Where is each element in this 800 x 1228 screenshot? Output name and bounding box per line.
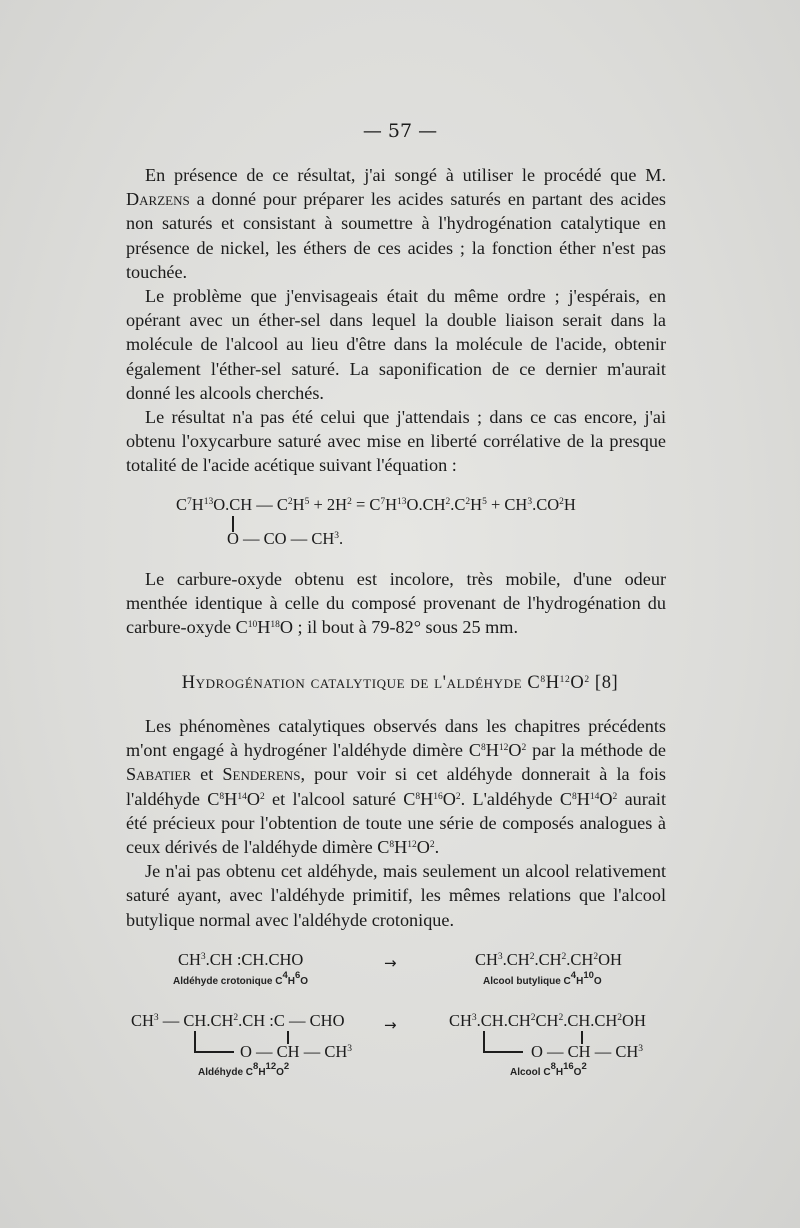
author-name-darzens: Darzens (126, 189, 190, 210)
paragraph-3: Le résultat n'a pas été celui que j'attendais ; dans ce cas encore, j'ai obtenu l'oxycarbure saturé avec mise en liberté corrélative de la presque totalité de l'acide acétique suivant l'équation : (126, 407, 666, 476)
dimer-aldehyde-formula-top: $CH^3$ — $CH.CH^2.CH$ :C — CHO (131, 1011, 345, 1030)
paragraph-4: Le carbure-oxyde obtenu est incolore, très mobile, d'une odeur menthée identique à celle du composé provenant de l'hydrogénation du carbure-oxyde $C^{10}H^{18}O$ ; il bout à 79-82° sous 25 mm. (126, 569, 666, 638)
saturated-alcohol-label: Alcool $C^8H^{16}O^2$ (510, 1061, 587, 1078)
alcohol-ring-bond-bottom (483, 1051, 523, 1053)
paragraph-2: Le problème que j'envisageais était du même ordre ; j'espérais, en opérant avec un éther-sel dans lequel la double liaison serait dans la molécule de l'alcool au lieu d'être dans la molécule de l'acide, obtenir également l'éther-sel saturé. La saponification de ce dernier m'aurait donné les alcools cherchés. (126, 286, 666, 403)
dimer-aldehyde-formula-bottom: O — CH — $CH^3$ (240, 1042, 353, 1061)
alcohol-ring-bond-left (483, 1031, 485, 1052)
dimer-aldehyde-label: Aldéhyde $C^8H^{12}O^2$ (198, 1061, 290, 1078)
equation-line-1: $C^7H^{13}O.CH$ — $C^2H^5 + 2H^2 = C^7H^{13}O.CH^2.C^2H^5 + CH^3.CO^2H$ (176, 495, 576, 514)
crotonaldehyde-formula: $CH^3.CH$ :CH.CHO (178, 950, 304, 969)
equation-line-2: O — CO — $CH^3$. (227, 529, 344, 548)
section-heading: Hydrogénation catalytique de l'aldéhyde $C^8H^{12}O^2$ [8] (181, 673, 619, 693)
page-number: — 57 — (362, 120, 438, 142)
paragraph-5: Les phénomènes catalytiques observés dans les chapitres précédents m'ont engagé à hydrogéner l'aldéhyde dimère $C^8H^{12}O^2$ par la méthode de Sabatier et Senderens, pour voir si cet aldéhyde donnerait à la fois l'aldéhyde $C^8H^{14}O^2$ et l'alcool saturé $C^8H^{16}O^2$. L'aldéhyde $C^8H^{14}O^2$ aurait été précieux pour l'obtention de toute une série de composés analogues à ceux dérivés de l'aldéhyde dimère $C^8H^{12}O^2$. (126, 716, 666, 858)
reaction-arrow-2: → (384, 1016, 397, 1034)
butyl-alcohol-label: Alcool butylique $C^4H^{10}O$ (483, 970, 602, 987)
dimer-ring-bond-left (194, 1031, 196, 1052)
butyl-alcohol-formula: $CH^3.CH^2.CH^2.CH^2OH$ (475, 950, 622, 969)
paragraph-block-3 (126, 714, 666, 932)
crotonaldehyde-label: Aldéhyde crotonique $C^4H^6O$ (173, 970, 309, 987)
paragraph-1: En présence de ce résultat, j'ai songé à utiliser le procédé que M. Darzens a donné pour préparer les acides saturés en partant des acides non saturés et consistant à soumettre à l'hydrogénation catalytique en présence de nickel, les éthers de ces acides ; la fonction éther n'est pas touchée. (126, 165, 666, 282)
paragraph-block-2 (126, 567, 666, 640)
saturated-alcohol-formula-top: $CH^3.CH.CH^2CH^2.CH.CH^2OH$ (449, 1011, 646, 1030)
paragraph-6: Je n'ai pas obtenu cet aldéhyde, mais seulement un alcool relativement saturé ayant, avec l'aldéhyde primitif, les mêmes relations que l'alcool butylique normal avec l'aldéhyde crotonique. (126, 861, 666, 930)
dimer-ring-bond-bottom (194, 1051, 234, 1053)
saturated-alcohol-formula-bottom: O — CH — $CH^3$ (531, 1042, 644, 1061)
paragraph-block-1 (126, 163, 666, 478)
reaction-arrow-1: → (384, 954, 397, 972)
